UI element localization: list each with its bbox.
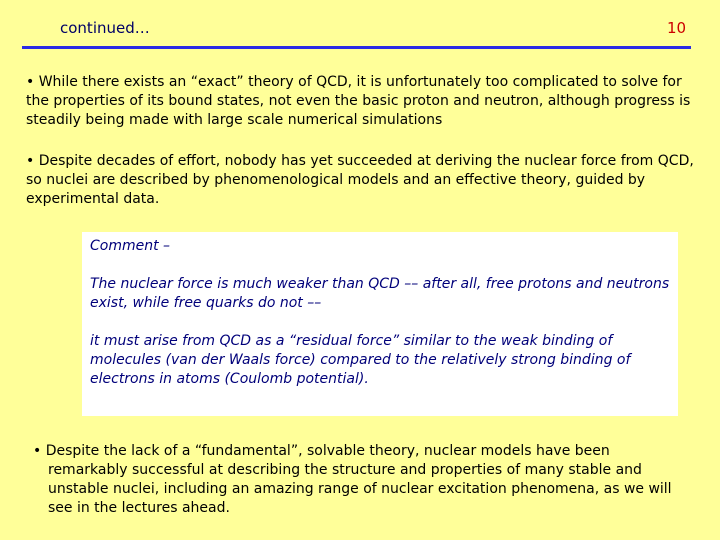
comment-box — [82, 232, 678, 416]
comment-paragraph-2: it must arise from QCD as a “residual force” similar to the weak binding of molecules (van der Waals force) compared to the relatively strong binding of electrons in atoms (Coulomb potential). — [90, 333, 631, 387]
bullet-continuation: remarkably successful at describing the structure and properties of many stable and unstable nuclei, including an amazing range of nuclear excitation phenomena, as we will see in the lectures ahead. — [48, 462, 672, 516]
bullet-qcd-complexity: • While there exists an “exact” theory of QCD, it is unfortunately too complicated to solve for the properties of its bound states, not even the basic proton and neutron, although progress is steadily being made with large scale numerical simulations — [26, 74, 691, 128]
comment-heading: Comment – — [90, 238, 171, 254]
bullet-first-line: • Despite the lack of a “fundamental”, solvable theory, nuclear models have been — [33, 443, 610, 459]
page-number: 10 — [667, 19, 687, 37]
bullet-nuclear-models-success — [33, 442, 698, 518]
slide-title: continued… — [60, 19, 150, 37]
header-divider — [22, 46, 691, 49]
bullet-nuclear-force-derivation: • Despite decades of effort, nobody has yet succeeded at deriving the nuclear force from QCD, so nuclei are described by phenomenological models and an effective theory, guided by experimental data. — [26, 153, 694, 207]
comment-paragraph-1: The nuclear force is much weaker than QCD –– after all, free protons and neutrons exist, while free quarks do not –– — [90, 276, 670, 311]
